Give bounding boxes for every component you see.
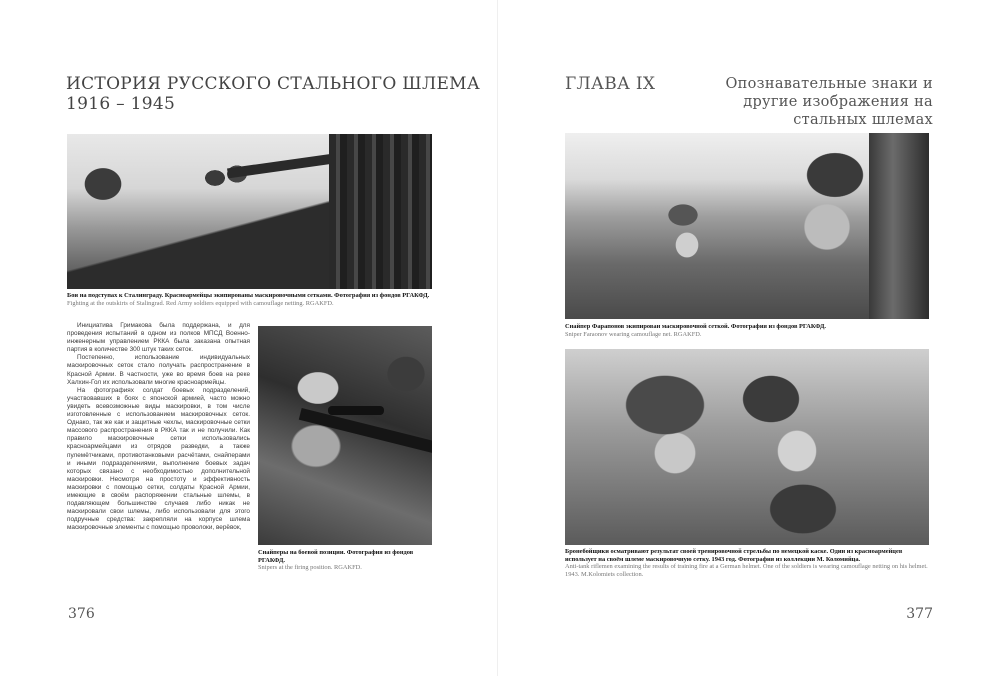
photo-snipers [258, 326, 432, 545]
caption-en: Snipers at the firing position. RGAKFD. [258, 564, 362, 571]
photo-stalingrad-soldiers [67, 134, 432, 289]
page-number: 377 [906, 606, 933, 622]
body-text [67, 322, 250, 532]
photo2-caption [258, 549, 432, 572]
caption-ru: Бои на подступах к Сталинграду. Красноармейцы экипированы маскировочными сетками. Фотография из фондов РГАКФД. [67, 292, 430, 299]
chapter-label: ГЛАВА IX [565, 74, 656, 94]
page-number: 376 [68, 606, 95, 622]
photo-sniper-faraonov [565, 133, 929, 319]
caption-ru: Бронебойщики осматривают результат своей тренировочной стрельбы по немецкой каске. Один из красноармейцев использует на своём шлеме маскировочную сетку. 1943 год. Фотография из коллекции М. Коломийца. [565, 548, 903, 563]
body-paragraph: На фотографиях солдат боевых подразделений, участвовавших в боях с японской армией, часто можно увидеть всевозможные виды маскировки, в том числе изготовленные с использованием маскировочных сеток. Однако, так же как и защитные чехлы, маскировочные сетки массового распространения в РККА так и не получили. Как правило маскировочные сетки использовались красноармейцами из отрядов разведки, а также пулемётчиками, противотанковыми расчётами, снайперами и иными подразделениями, выполнение боевых задач которых связано с необходимостью дополнительной маскировки. Несмотря на простоту и эффективность маскировки с помощью сетки, солдаты Красной Армии, имеющие в своём распоряжении стальные шлемы, в подавляющем большинстве случаев либо никак не маскировали свои шлемы, либо использовали для этого подручные средства: закрепляли на корпусе шлема маскировочные элементы с помощью проволоки, верёвок, [67, 386, 250, 532]
caption-en: Sniper Faraonov wearing camouflage net. RGAKFD. [565, 330, 702, 338]
running-head: ИСТОРИЯ РУССКОГО СТАЛЬНОГО ШЛЕМА 1916 – 1945 [66, 74, 481, 114]
photo3-caption [565, 323, 929, 338]
caption-en: Anti-tank riflemen examining the results of training fire at a German helmet. One of the soldiers is wearing camouflage netting on his helmet. 1943. M.Kolomiets collection. [565, 563, 928, 578]
body-paragraph: Инициатива Гримакова была поддержана, и для проведения испытаний в одном из полков МПСД Военно-инженерным управлением РККА была заказана опытная партия в количестве 300 штук таких сеток. [67, 322, 250, 354]
caption-en: Fighting at the outskirts of Stalingrad. Red Army soldiers equipped with camouflage netting. RGAKFD. [67, 299, 334, 307]
caption-ru: Снайпер Фарапонов экипирован маскировочной сеткой. Фотография из фондов РГАКФД. [565, 323, 826, 330]
photo4-caption [565, 548, 929, 578]
photo-tree-trunk [869, 133, 929, 319]
left-page [0, 0, 498, 676]
photo-wood-wall [329, 134, 432, 289]
caption-ru: Снайперы на боевой позиции. Фотография из фондов РГАКФД. [258, 549, 414, 564]
body-paragraph: Постепенно, использование индивидуальных маскировочных сеток стало получать распространение в Красной Армии. В частности, уже во время боев на реке Халхин-Гол их использовали многие красноармейцы. [67, 354, 250, 386]
photo-rifle [299, 408, 432, 456]
photo-antitank-riflemen [565, 349, 929, 545]
photo-scope [328, 406, 384, 415]
photo1-caption [67, 292, 432, 307]
right-page [498, 0, 997, 676]
chapter-title: Опознавательные знаки и другие изображения на стальных шлемах [725, 76, 933, 128]
